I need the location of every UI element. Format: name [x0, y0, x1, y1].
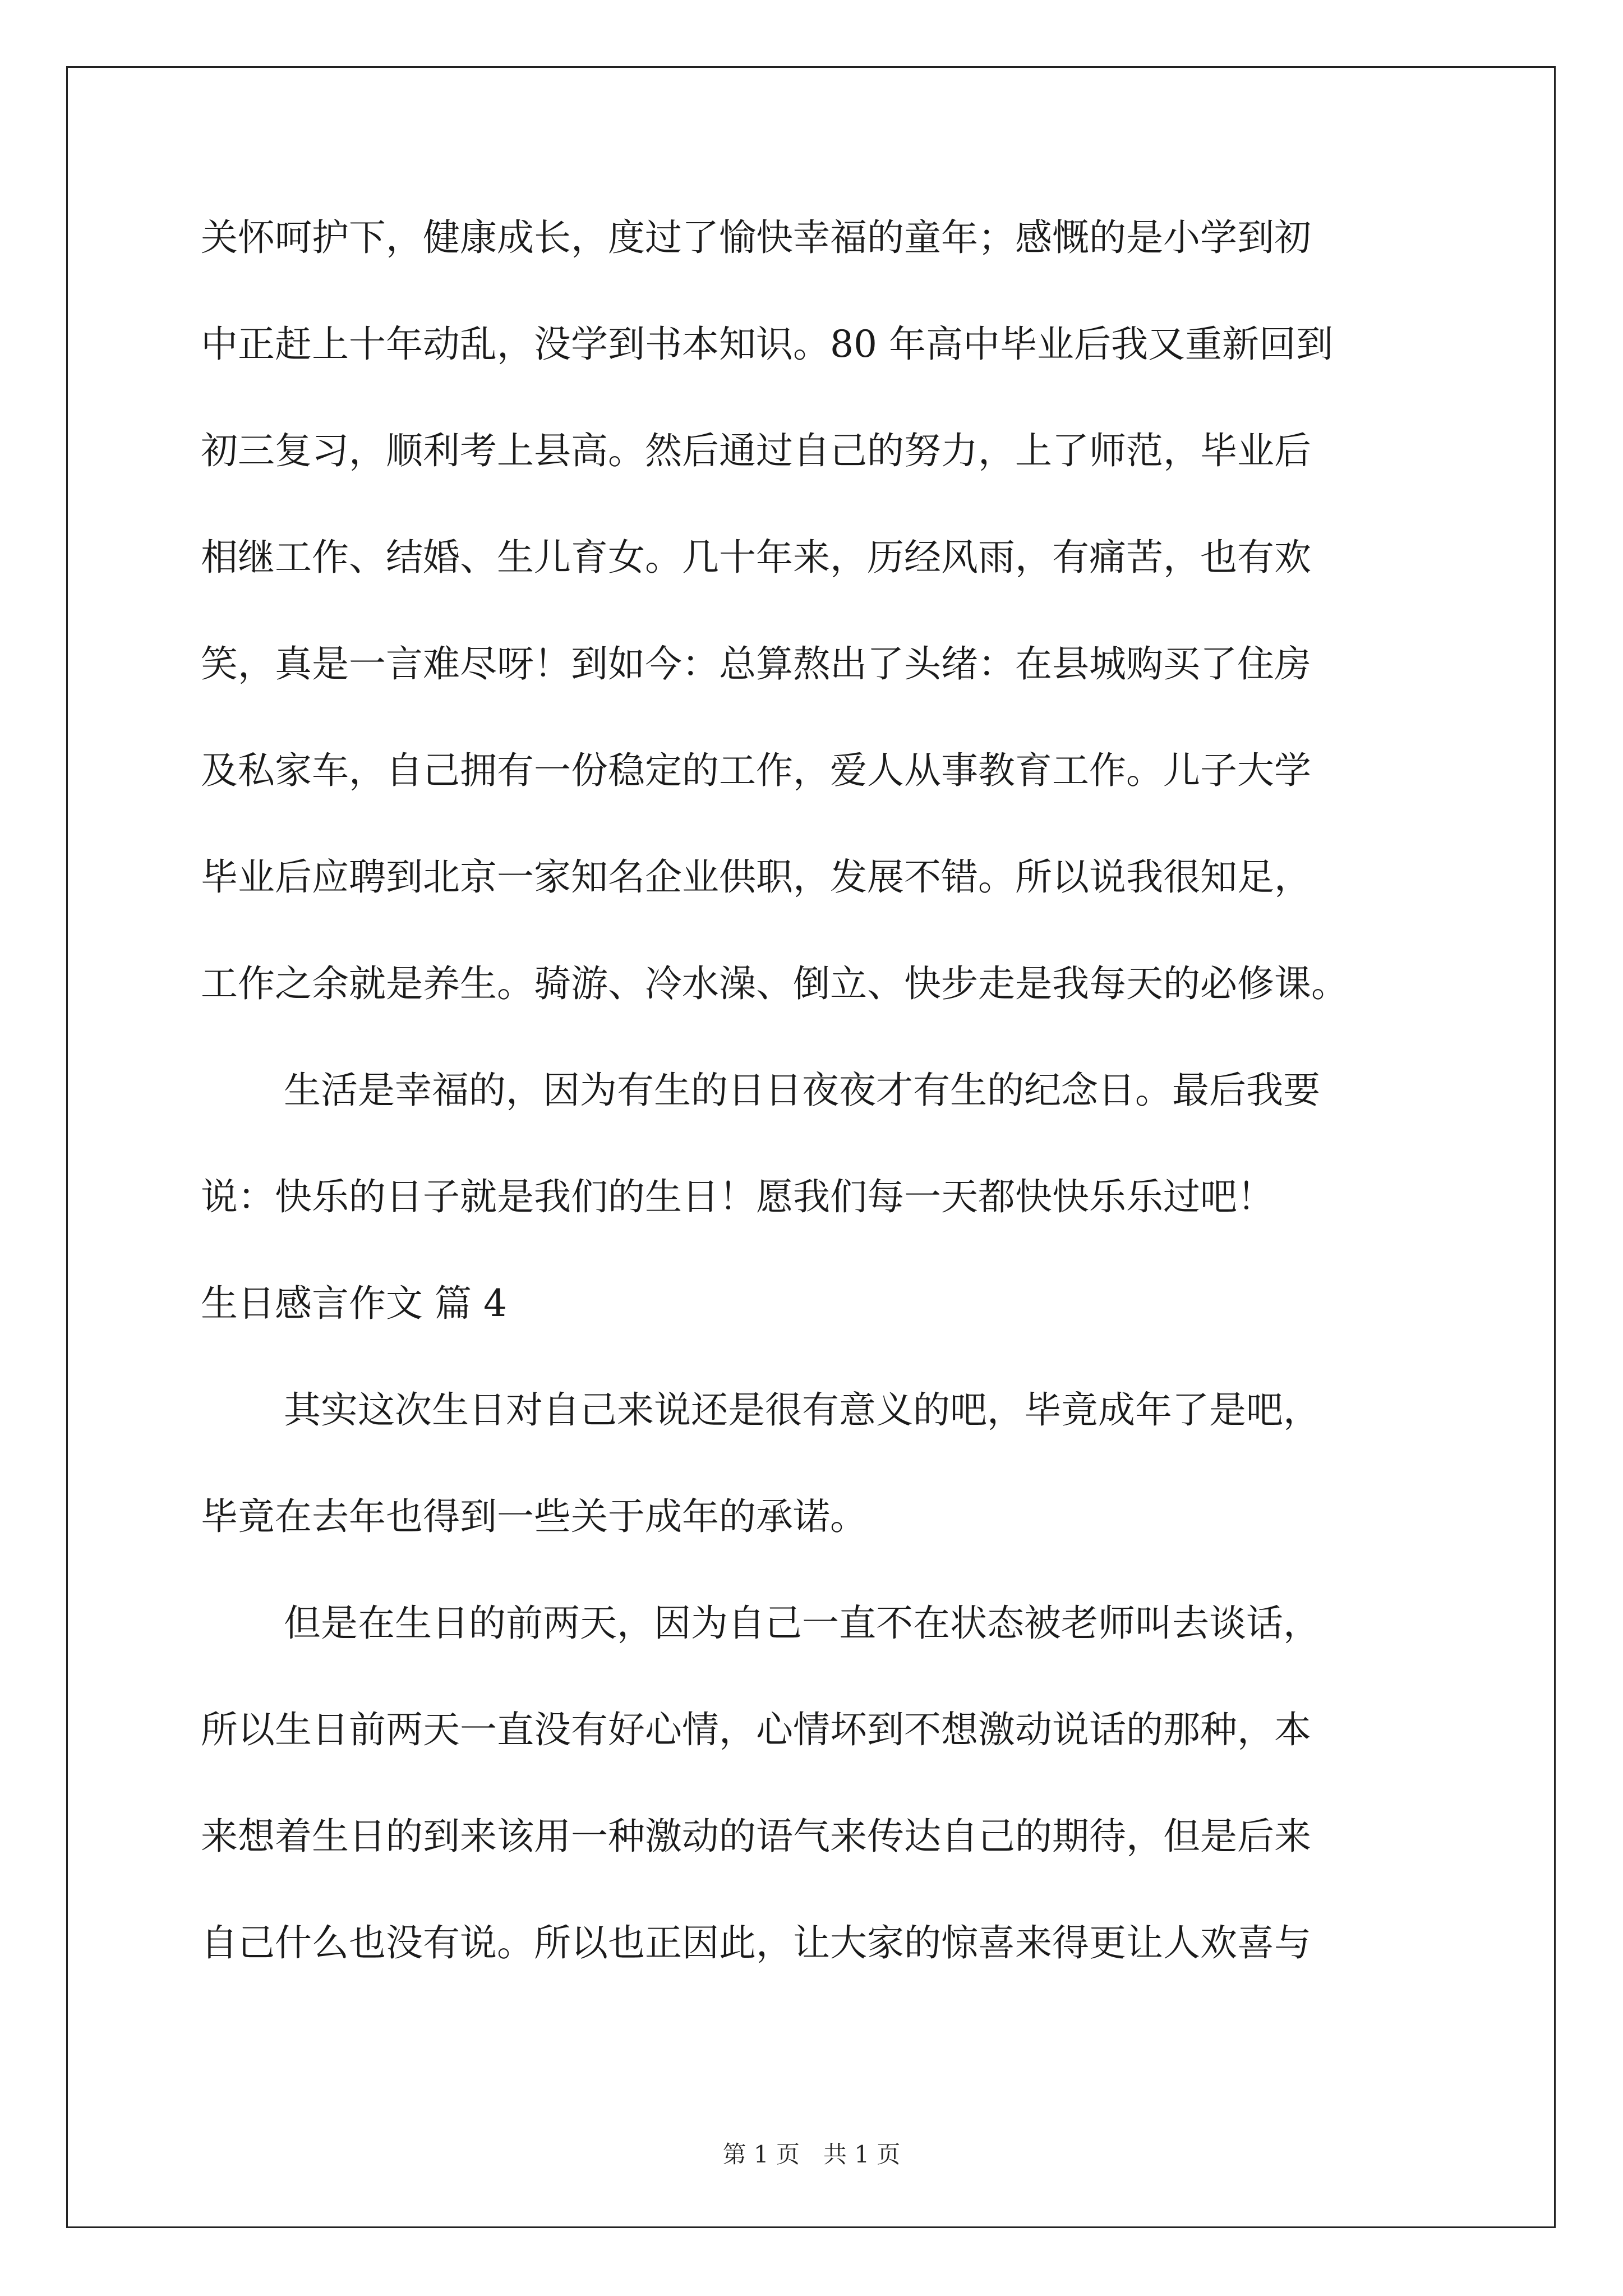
paragraph-line: 及私家车，自己拥有一份稳定的工作，爱人从事教育工作。儿子大学: [201, 749, 1311, 792]
paragraph-line: 所以生日前两天一直没有好心情，心情坏到不想激动说话的那种，本: [201, 1708, 1311, 1751]
paragraph-line: 其实这次生日对自己来说还是很有意义的吧，毕竟成年了是吧，: [284, 1388, 1320, 1432]
paragraph-line: 来想着生日的到来该用一种激动的语气来传达自己的期待，但是后来: [201, 1815, 1311, 1858]
section-heading: 生日感言作文 篇 4: [201, 1282, 507, 1325]
paragraph-line: 说：快乐的日子就是我们的生日！愿我们每一天都快快乐乐过吧！: [201, 1175, 1274, 1218]
paragraph-line: 毕竟在去年也得到一些关于成年的承诺。: [201, 1495, 867, 1538]
paragraph-line: 自己什么也没有说。所以也正因此，让大家的惊喜来得更让人欢喜与: [201, 1921, 1311, 1964]
paragraph-line: 相继工作、结婚、生儿育女。几十年来，历经风雨，有痛苦，也有欢: [201, 536, 1311, 579]
paragraph-line: 工作之余就是养生。骑游、冷水澡、倒立、快步走是我每天的必修课。: [201, 962, 1348, 1005]
paragraph-line: 毕业后应聘到北京一家知名企业供职，发展不错。所以说我很知足，: [201, 855, 1311, 899]
paragraph-line: 但是在生日的前两天，因为自己一直不在状态被老师叫去谈话，: [284, 1602, 1320, 1645]
paragraph-line: 生活是幸福的，因为有生的日日夜夜才有生的纪念日。最后我要: [284, 1069, 1320, 1112]
paragraph-line: 笑，真是一言难尽呀！到如今：总算熬出了头绪：在县城购买了住房: [201, 642, 1311, 685]
paragraph-line: 关怀呵护下，健康成长，度过了愉快幸福的童年；感慨的是小学到初: [201, 216, 1311, 259]
page-footer: 第 1 页 共 1 页: [722, 2141, 901, 2168]
page-border: [66, 66, 1556, 2228]
paragraph-line: 中正赶上十年动乱，没学到书本知识。80 年高中毕业后我又重新回到: [201, 323, 1333, 366]
paragraph-line: 初三复习，顺利考上县高。然后通过自己的努力，上了师范，毕业后: [201, 429, 1311, 472]
